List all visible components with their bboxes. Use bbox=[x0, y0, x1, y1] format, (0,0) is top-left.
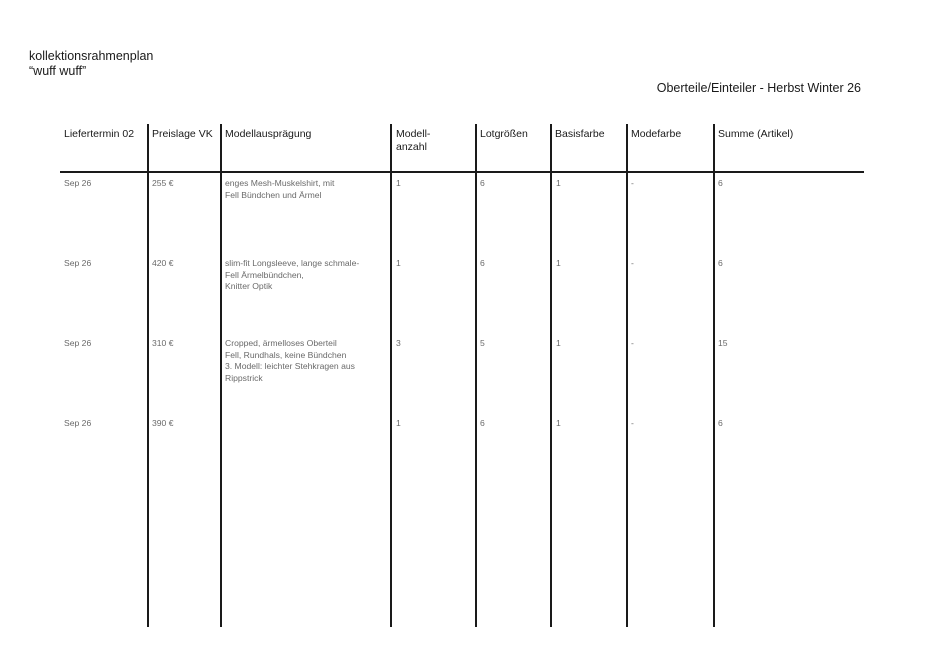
cell-modellauspraegung: enges Mesh-Muskelshirt, mit Fell Bündchen und Ärmel bbox=[225, 178, 335, 200]
cell-summe: 6 bbox=[718, 258, 723, 268]
document-title: kollektionsrahmenplan bbox=[29, 49, 154, 63]
cell-liefertermin: Sep 26 bbox=[64, 338, 92, 348]
cell-modellanzahl: 1 bbox=[396, 178, 401, 188]
header-divider bbox=[60, 171, 864, 173]
cell-basisfarbe: 1 bbox=[556, 338, 561, 348]
cell-modellanzahl: 1 bbox=[396, 258, 401, 268]
cell-lotgroessen: 6 bbox=[480, 178, 485, 188]
cell-liefertermin: Sep 26 bbox=[64, 418, 92, 428]
cell-modefarbe: - bbox=[631, 338, 634, 348]
cell-preislage: 310 € bbox=[152, 338, 174, 348]
header-modefarbe: Modefarbe bbox=[631, 128, 682, 140]
cell-modellauspraegung: slim-fit Longsleeve, lange schmale- Fell Ärmelbündchen, Knitter Optik bbox=[225, 258, 360, 291]
header-modellauspraegung: Modellausprägung bbox=[225, 128, 312, 140]
cell-liefertermin: Sep 26 bbox=[64, 178, 92, 188]
cell-preislage: 390 € bbox=[152, 418, 174, 428]
header-modellanzahl: Modell- anzahl bbox=[396, 128, 431, 153]
collection-table bbox=[60, 124, 864, 627]
header-liefertermin: Liefertermin 02 bbox=[64, 128, 135, 140]
cell-modefarbe: - bbox=[631, 418, 634, 428]
cell-preislage: 420 € bbox=[152, 258, 174, 268]
cell-modellauspraegung: Cropped, ärmelloses Oberteil Fell, Rundhals, keine Bündchen 3. Modell: leichter Stehkragen aus Rippstrick bbox=[225, 338, 355, 383]
header-preislage: Preislage VK bbox=[152, 128, 213, 140]
cell-basisfarbe: 1 bbox=[556, 258, 561, 268]
header-summe: Summe (Artikel) bbox=[718, 128, 794, 140]
cell-basisfarbe: 1 bbox=[556, 178, 561, 188]
table-row bbox=[60, 418, 864, 488]
cell-lotgroessen: 6 bbox=[480, 258, 485, 268]
cell-modellanzahl: 1 bbox=[396, 418, 401, 428]
cell-preislage: 255 € bbox=[152, 178, 174, 188]
document-subtitle: “wuff wuff” bbox=[29, 64, 87, 78]
cell-summe: 6 bbox=[718, 418, 723, 428]
table-row bbox=[60, 178, 864, 248]
header-lotgroessen: Lotgrößen bbox=[480, 128, 528, 140]
header-basisfarbe: Basisfarbe bbox=[555, 128, 605, 140]
cell-liefertermin: Sep 26 bbox=[64, 258, 92, 268]
table-row bbox=[60, 258, 864, 328]
cell-basisfarbe: 1 bbox=[556, 418, 561, 428]
table-row bbox=[60, 338, 864, 408]
cell-lotgroessen: 6 bbox=[480, 418, 485, 428]
section-title: Oberteile/Einteiler - Herbst Winter 26 bbox=[656, 81, 861, 95]
cell-lotgroessen: 5 bbox=[480, 338, 485, 348]
cell-summe: 15 bbox=[718, 338, 728, 348]
cell-summe: 6 bbox=[718, 178, 723, 188]
cell-modefarbe: - bbox=[631, 258, 634, 268]
cell-modefarbe: - bbox=[631, 178, 634, 188]
cell-modellanzahl: 3 bbox=[396, 338, 401, 348]
